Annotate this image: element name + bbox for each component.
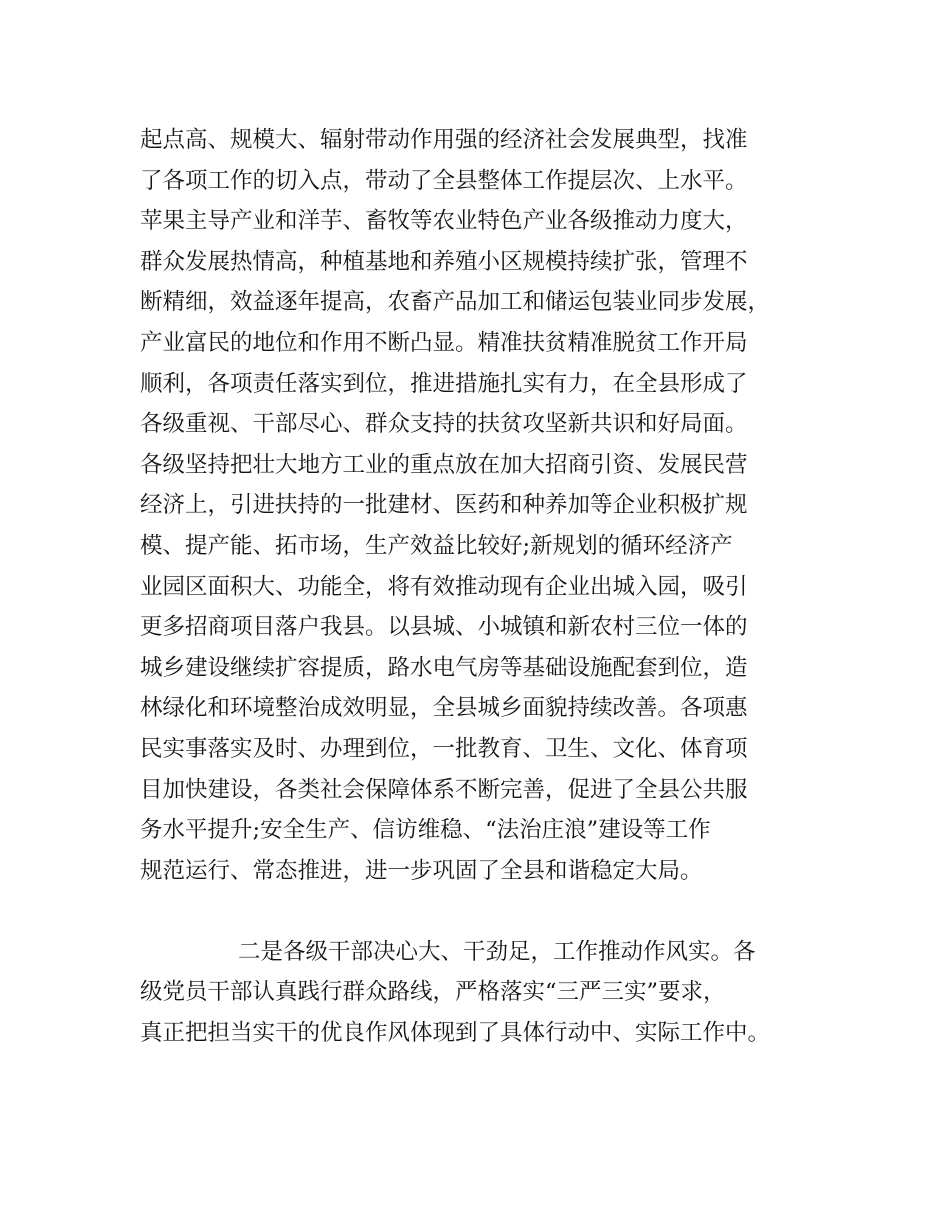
paragraph-2 xyxy=(140,932,840,1054)
text-line: 务水平提升;安全生产、信访维稳、“法治庄浪”建设等工作 xyxy=(140,817,711,844)
text-line: 断精细，效益逐年提高，农畜产品加工和储运包装业同步发展， xyxy=(140,289,771,316)
text-line: 产业富民的地位和作用不断凸显。精准扶贫精准脱贫工作开局 xyxy=(140,329,748,356)
text-line: 各级坚持把壮大地方工业的重点放在加大招商引资、发展民营 xyxy=(140,451,748,478)
text-line: 更多招商项目落户我县。以县城、小城镇和新农村三位一体的 xyxy=(140,614,748,641)
text-line: 经济上，引进扶持的一批建材、医药和种养加等企业积极扩规 xyxy=(140,492,748,519)
text-line: 顺利，各项责任落实到位，推进措施扎实有力，在全县形成了 xyxy=(140,370,748,397)
text-line: 级党员干部认真践行群众路线，严格落实“三严三实”要求， xyxy=(140,979,726,1006)
paragraph-1 xyxy=(140,120,840,891)
text-line: 民实事落实及时、办理到位，一批教育、卫生、文化、体育项 xyxy=(140,735,748,762)
text-line: 业园区面积大、功能全，将有效推动现有企业出城入园，吸引 xyxy=(140,573,748,600)
text-line: 模、提产能、拓市场，生产效益比较好;新规划的循环经济产 xyxy=(140,532,733,559)
text-line: 林绿化和环境整治成效明显，全县城乡面貌持续改善。各项惠 xyxy=(140,695,748,722)
text-line: 苹果主导产业和洋芋、畜牧等农业特色产业各级推动力度大， xyxy=(140,208,748,235)
text-line: 起点高、规模大、辐射带动作用强的经济社会发展典型，找准 xyxy=(140,127,748,153)
text-line: 真正把担当实干的优良作风体现到了具体行动中、实际工作中。 xyxy=(140,1020,771,1047)
text-line: 城乡建设继续扩容提质，路水电气房等基础设施配套到位，造 xyxy=(140,654,748,681)
text-line: 目加快建设，各类社会保障体系不断完善，促进了全县公共服 xyxy=(140,776,748,803)
text-line: 群众发展热情高，种植基地和养殖小区规模持续扩张，管理不 xyxy=(140,248,748,275)
text-line: 了各项工作的切入点，带动了全县整体工作提层次、上水平。 xyxy=(140,167,748,194)
text-line: 规范运行、常态推进，进一步巩固了全县和谐稳定大局。 xyxy=(140,857,703,884)
document-body xyxy=(140,120,840,1054)
text-line-indented: 二是各级干部决心大、干劲足，工作推动作风实。各 xyxy=(238,938,756,965)
paragraph-gap xyxy=(140,891,840,932)
text-line: 各级重视、干部尽心、群众支持的扶贫攻坚新共识和好局面。 xyxy=(140,411,748,438)
